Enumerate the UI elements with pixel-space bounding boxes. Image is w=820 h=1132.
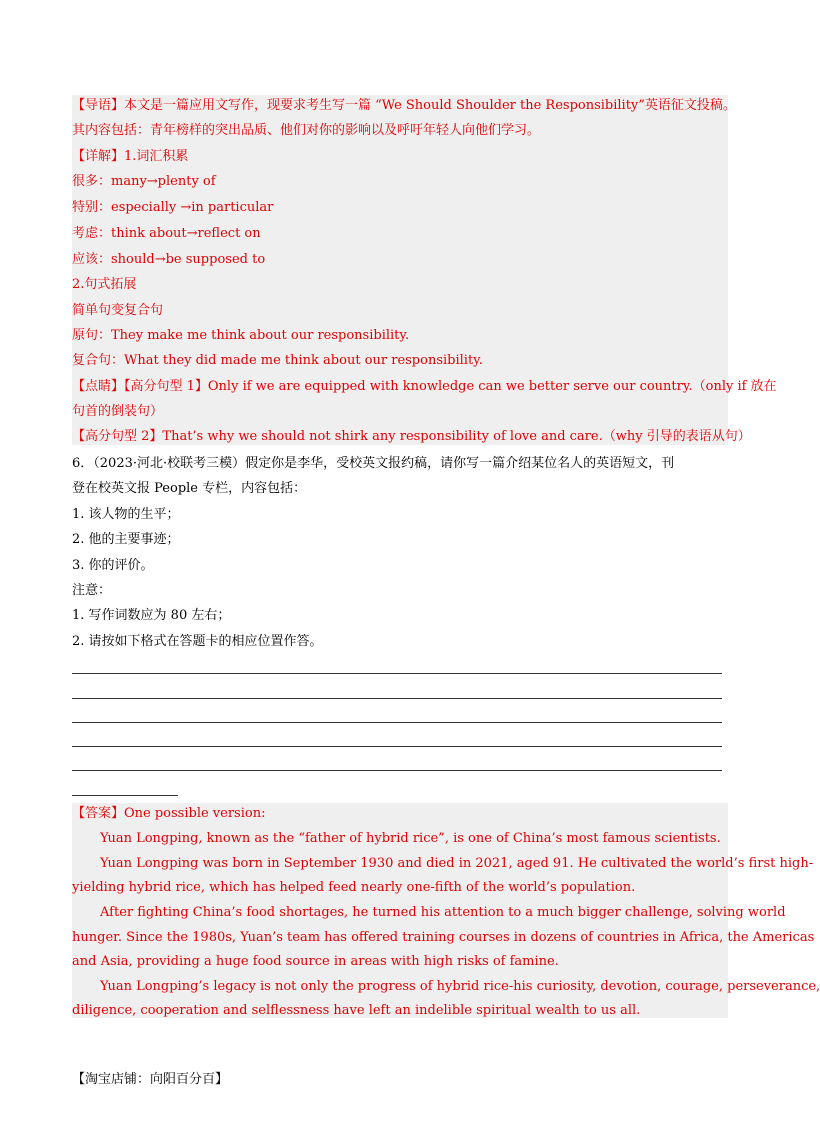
answer-writing-line [72,770,722,771]
question-line: 1. 该人物的生平； [72,507,180,522]
answer-writing-line [72,722,722,723]
answer-writing-line [72,698,722,699]
analysis-line: 原句：They make me think about our responsibility. [72,328,410,343]
section-separator [72,795,178,796]
answer-line: yielding hybrid rice, which has helped feed nearly one-fifth of the world’s population. [72,880,636,895]
analysis-line: 复合句：What they did made me think about our responsibility. [72,353,483,368]
question-line: 注意： [72,583,112,598]
answer-line: Yuan Longping, known as the “father of hybrid rice”, is one of China’s most famous scientists. [100,831,721,846]
answer-writing-line [72,673,722,674]
question-line: 登在校英文报 People 专栏，内容包括： [72,481,307,496]
answer-line: hunger. Since the 1980s, Yuan’s team has offered training courses in dozens of countries in Africa, the Americas [72,930,815,945]
footer-shop-label: 【淘宝店铺：向阳百分百】 [72,1072,229,1087]
question-line: 1. 写作词数应为 80 左右； [72,608,231,623]
answer-line: diligence, cooperation and selflessness have left an indelible spiritual wealth to us all. [72,1003,641,1018]
answer-line: and Asia, providing a huge food source in areas with high risks of famine. [72,954,559,969]
analysis-line: 很多：many→plenty of [72,174,216,189]
analysis-line: 其内容包括：青年榜样的突出品质、他们对你的影响以及呼吁年轻人向他们学习。 [72,123,541,138]
answer-line: 【答案】One possible version: [72,806,266,821]
analysis-line: 2.句式拓展 [72,277,137,292]
analysis-line: 简单句变复合句 [72,303,164,318]
analysis-line: 特别：especially →in particular [72,200,274,215]
analysis-line: 考虑：think about→reflect on [72,226,261,241]
answer-writing-line [72,746,722,747]
analysis-line: 应该：should→be supposed to [72,252,266,267]
question-line: 6．（2023·河北·校联考三模）假定你是李华，受校英文报约稿，请你写一篇介绍某位名人的英语短文，刊 [72,456,675,471]
question-line: 2. 请按如下格式在答题卡的相应位置作答。 [72,634,323,649]
answer-line: Yuan Longping was born in September 1930 and died in 2021, aged 91. He cultivated the world’s first high- [100,856,814,871]
answer-line: After fighting China’s food shortages, he turned his attention to a much bigger challenge, solving world [100,905,786,920]
question-line: 3. 你的评价。 [72,558,154,573]
analysis-line: 【导语】本文是一篇应用文写作，现要求考生写一篇 “We Should Shoulder the Responsibility”英语征文投稿。 [72,98,736,113]
answer-line: Yuan Longping’s legacy is not only the progress of hybrid rice-his curiosity, devotion, courage, perseverance, [100,979,820,994]
analysis-line: 【详解】1.词汇积累 [72,149,189,164]
analysis-line: 【高分句型 2】That’s why we should not shirk any responsibility of love and care.（why 引导的表语从句） [72,429,751,444]
analysis-line: 【点睛】【高分句型 1】Only if we are equipped with knowledge can we better serve our country.（only if 放在 [72,379,777,394]
analysis-line: 句首的倒装句） [72,404,164,419]
question-line: 2. 他的主要事迹； [72,532,180,547]
